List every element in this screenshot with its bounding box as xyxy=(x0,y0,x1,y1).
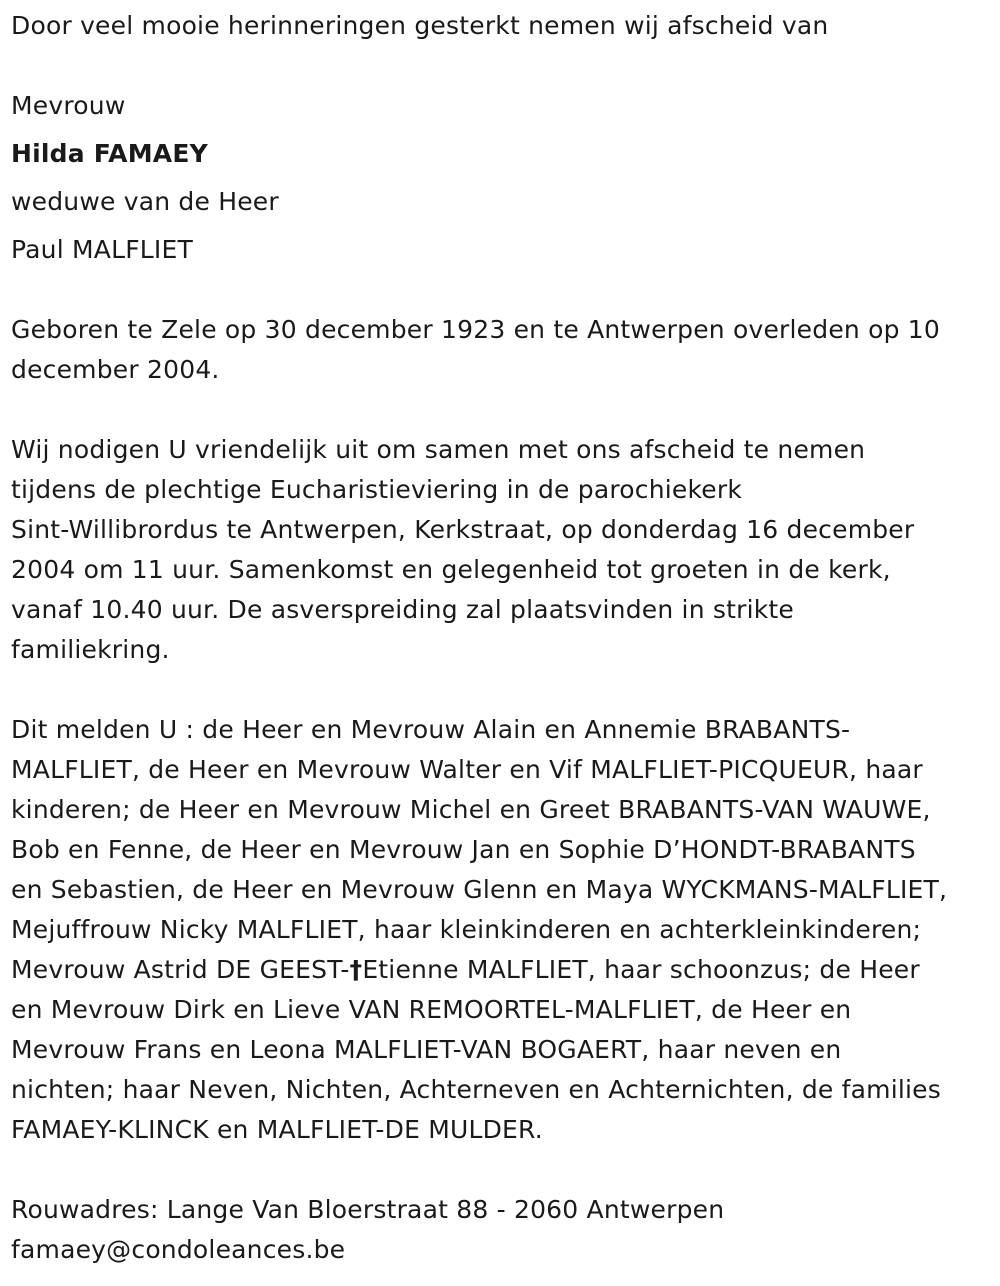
paragraph-line: Geboren te Zele op 30 december 1923 en te Antwerpen overleden op 10 xyxy=(11,315,941,344)
paragraph-line: tijdens de plechtige Eucharistieviering in de parochiekerk xyxy=(11,475,743,504)
line-text: Mevrouw Astrid DE GEEST- xyxy=(11,955,350,984)
paragraph-line: en Sebastien, de Heer en Mevrouw Glenn en Maya WYCKMANS-MALFLIET, xyxy=(11,875,948,904)
paragraph-line: MALFLIET, de Heer en Mevrouw Walter en Vif MALFLIET-PICQUEUR, haar xyxy=(11,755,923,784)
spouse-name: Paul MALFLIET xyxy=(11,235,193,264)
paragraph-line: nichten; haar Neven, Nichten, Achterneven en Achternichten, de families xyxy=(11,1075,941,1104)
birth-death-paragraph xyxy=(11,310,986,390)
paragraph-line: vanaf 10.40 uur. De asverspreiding zal plaatsvinden in strikte xyxy=(11,595,795,624)
family-announcement-paragraph xyxy=(11,710,986,1150)
paragraph-line: december 2004. xyxy=(11,355,220,384)
invitation-paragraph xyxy=(11,430,986,670)
intro-text: Door veel mooie herinneringen gesterkt nemen wij afscheid van xyxy=(11,11,829,40)
paragraph-line: Bob en Fenne, de Heer en Mevrouw Jan en Sophie D’HONDT-BRABANTS xyxy=(11,835,916,864)
paragraph-line: Mejuffrouw Nicky MALFLIET, haar kleinkinderen en achterkleinkinderen; xyxy=(11,915,922,944)
paragraph-line: Sint-Willibrordus te Antwerpen, Kerkstraat, op donderdag 16 december xyxy=(11,515,915,544)
paragraph-line: 2004 om 11 uur. Samenkomst en gelegenheid tot groeten in de kerk, xyxy=(11,555,891,584)
paragraph-line: Dit melden U : de Heer en Mevrouw Alain en Annemie BRABANTS- xyxy=(11,715,851,744)
paragraph-line: Wij nodigen U vriendelijk uit om samen met ons afscheid te nemen xyxy=(11,435,866,464)
cross-icon: † xyxy=(349,955,363,984)
paragraph-line: kinderen; de Heer en Mevrouw Michel en Greet BRABANTS-VAN WAUWE, xyxy=(11,795,931,824)
line-text: Etienne MALFLIET, haar schoonzus; de Heer xyxy=(362,955,920,984)
condolence-email: famaey@condoleances.be xyxy=(11,1235,346,1264)
deceased-name: Hilda FAMAEY xyxy=(11,139,208,168)
paragraph-line xyxy=(11,950,986,990)
salutation: Mevrouw xyxy=(11,91,126,120)
paragraph-line: Mevrouw Frans en Leona MALFLIET-VAN BOGAERT, haar neven en xyxy=(11,1035,842,1064)
paragraph-line: familiekring. xyxy=(11,635,170,664)
paragraph-line: en Mevrouw Dirk en Lieve VAN REMOORTEL-MALFLIET, de Heer en xyxy=(11,995,852,1024)
widow-of-text: weduwe van de Heer xyxy=(11,187,279,216)
mourning-address: Rouwadres: Lange Van Bloerstraat 88 - 2060 Antwerpen xyxy=(11,1195,725,1224)
paragraph-line: FAMAEY-KLINCK en MALFLIET-DE MULDER. xyxy=(11,1115,543,1144)
